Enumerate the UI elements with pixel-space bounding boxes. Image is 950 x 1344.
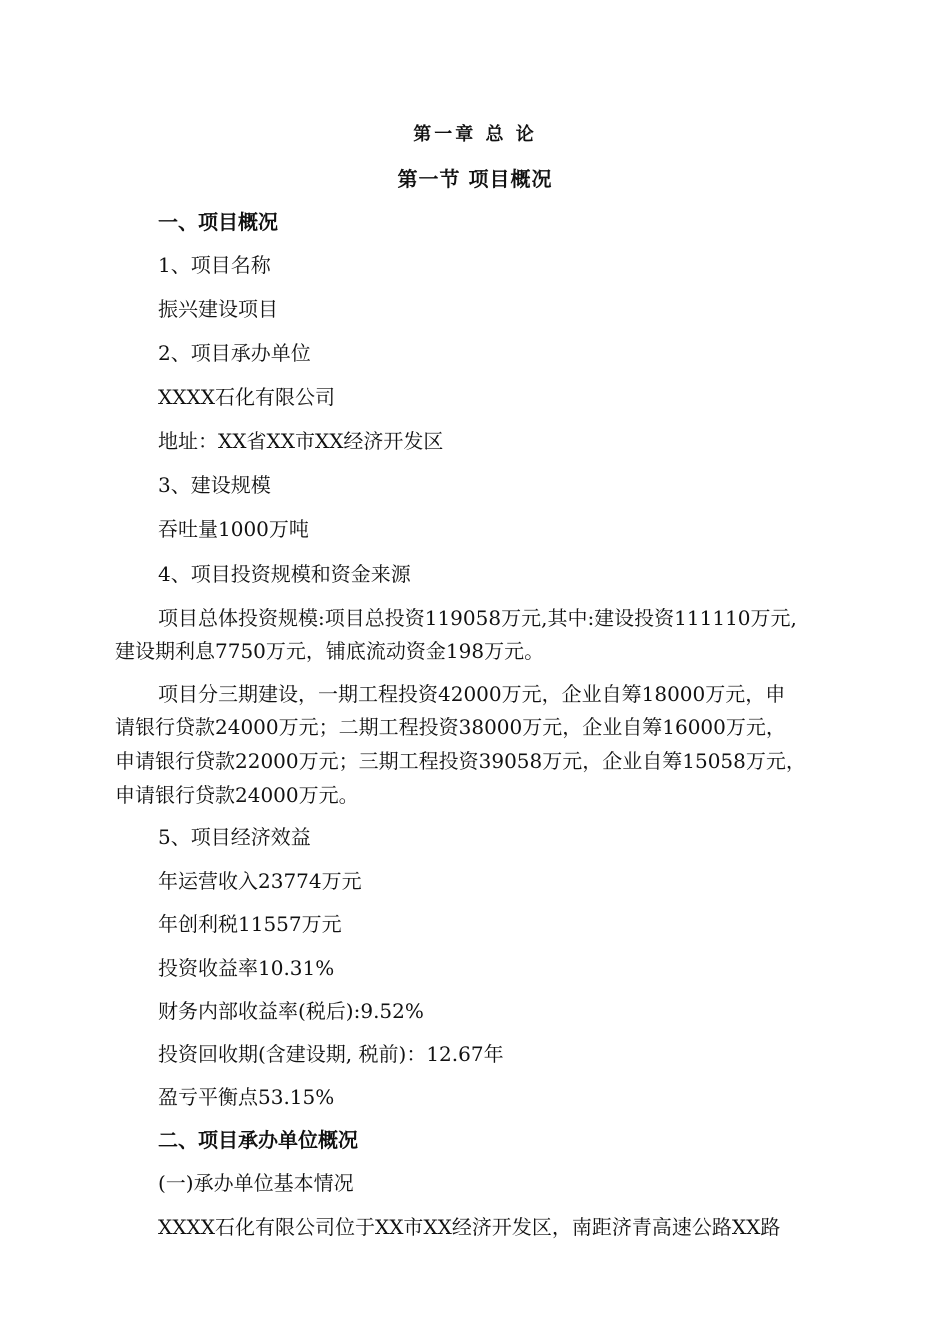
heading-project-overview: 一、项目概况: [158, 210, 278, 234]
item-2-label: 2、项目承办单位: [158, 341, 311, 365]
benefit-breakeven: 盈亏平衡点53.15%: [158, 1085, 335, 1109]
benefit-tax: 年创利税11557万元: [158, 912, 342, 936]
phases-paragraph-line: 申请银行贷款24000万元。: [115, 783, 359, 807]
item-2-address: 地址：XX省XX市XX经济开发区: [158, 429, 444, 453]
benefit-payback: 投资回收期(含建设期, 税前)：12.67年: [158, 1042, 504, 1066]
item-3-value: 吞吐量1000万吨: [158, 517, 309, 541]
heading-company-overview: 二、项目承办单位概况: [158, 1128, 358, 1152]
item-4-label: 4、项目投资规模和资金来源: [158, 562, 411, 586]
item-3-label: 3、建设规模: [158, 473, 271, 497]
phases-paragraph-line: 申请银行贷款22000万元；三期工程投资39058万元，企业自筹15058万元，: [115, 749, 806, 773]
phases-paragraph-line: 项目分三期建设，一期工程投资42000万元，企业自筹18000万元，申: [158, 682, 786, 706]
chapter-title: 第一章 总 论: [413, 124, 537, 145]
benefit-revenue: 年运营收入23774万元: [158, 869, 362, 893]
phases-paragraph-line: 请银行贷款24000万元；二期工程投资38000万元，企业自筹16000万元，: [115, 715, 786, 739]
company-paragraph-line: XXXX石化有限公司位于XX市XX经济开发区，南距济青高速公路XX路: [158, 1215, 781, 1239]
investment-paragraph-line: 项目总体投资规模:项目总投资119058万元,其中:建设投资111110万元,: [158, 606, 797, 630]
sub-heading-basic-info: (一)承办单位基本情况: [158, 1171, 354, 1195]
item-5-label: 5、项目经济效益: [158, 825, 311, 849]
investment-paragraph-line: 建设期利息7750万元，铺底流动资金198万元。: [115, 639, 545, 663]
section-title: 第一节 项目概况: [397, 167, 553, 191]
benefit-roi: 投资收益率10.31%: [158, 956, 335, 980]
item-1-value: 振兴建设项目: [158, 297, 278, 321]
item-2-company: XXXX石化有限公司: [158, 385, 335, 409]
item-1-label: 1、项目名称: [158, 253, 271, 277]
benefit-irr: 财务内部收益率(税后):9.52%: [158, 999, 424, 1023]
